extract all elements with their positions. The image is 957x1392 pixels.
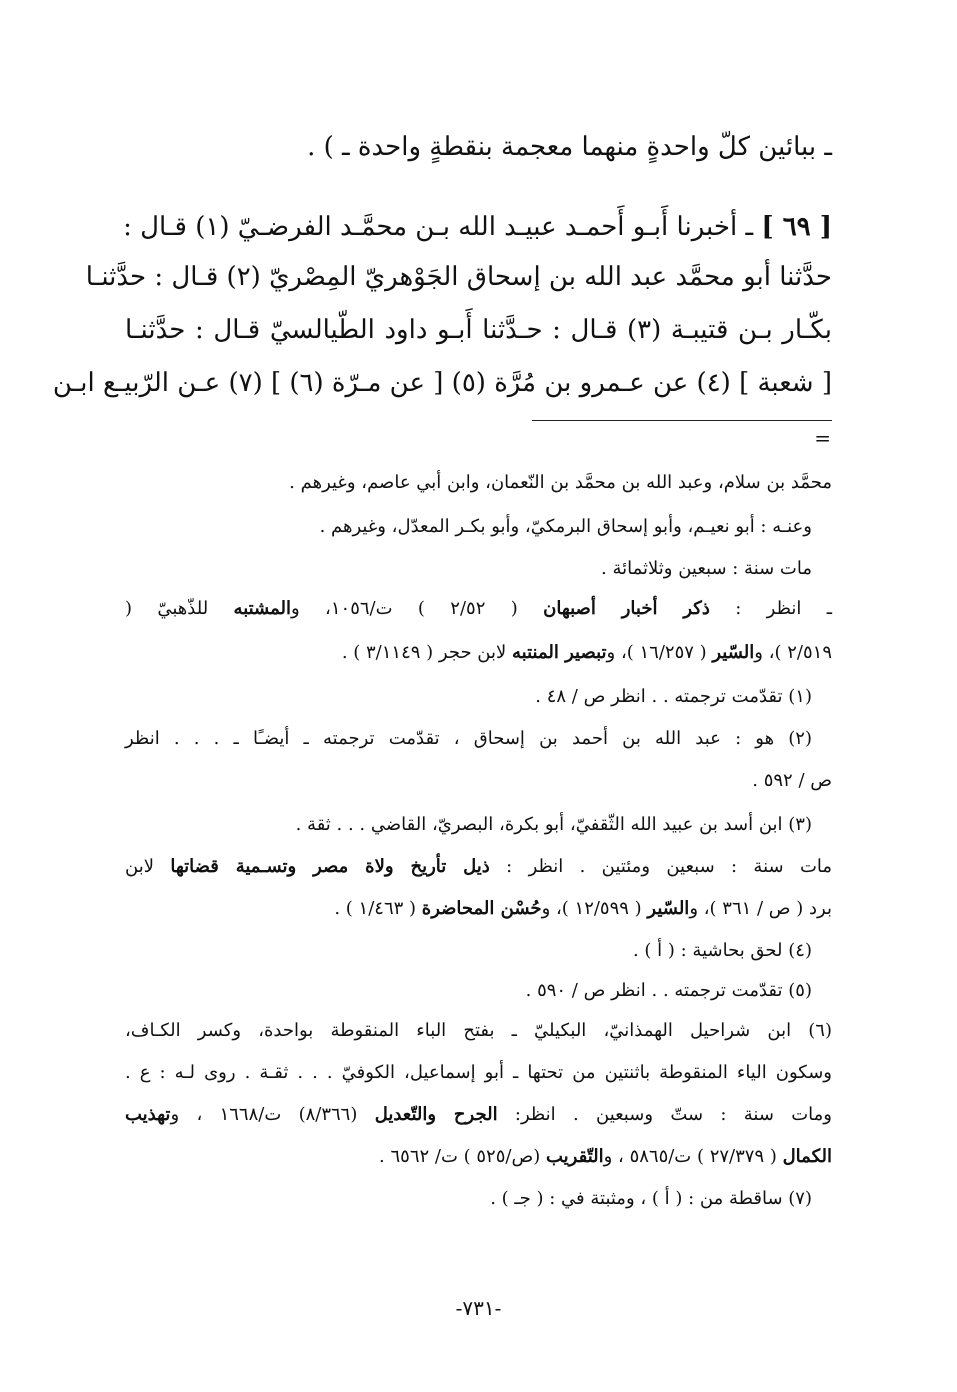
footnote-text: (١) تقدّمت ترجمته . . انظر ص / ٤٨ . [535,686,812,707]
footnote-text: (٨/٣٦٦) ت/١٦٦٨ ، و [170,1104,375,1125]
footnote-text: ( ١٦/٢٥٧ )، و [606,642,713,663]
footnote-text: ـ انظر : [709,598,832,619]
footnote-text: مات سنة : سبعين وثلاثمائة . [601,558,812,579]
footnote-text: (٤) لحق بحاشية : ( أ ) . [632,940,812,961]
entry-number: [ ٦٩ ] [761,212,832,242]
footnote-text: ومات سنة : ستّ وسبعين . انظر: [497,1104,832,1125]
footnote-source-title: السّير [647,898,690,919]
footnote-text: (٢) هو : عبد الله بن أحمد بن إسحاق ، تقدّمت ترجمته ـ أيضـًا ـ . . . انظر [125,728,812,749]
footnote-text: (٧) ساقطة من : ( أ ) ، ومثبتة في : ( جـ ) . [490,1188,812,1209]
text-line-2: حدَّثنا أبو محمَّد عبد الله بن إسحاق الجَوْهريّ المِصْريّ (٢) قـال : حدَّثنـا [85,262,832,292]
footnote-text: ( ١/٤٦٣ ) . [334,898,422,919]
footnote-source-title: المشتبه [233,598,292,619]
footnote-source-title: السّير [712,642,755,663]
text-line-4: [ شعبة ] (٤) عن عـمرو بن مُرَّة (٥) [ عن مـرّة (٦) ] (٧) عـن الرّبيـع ابـن [52,368,832,398]
footnote-text: (٣) ابن أسد بن عبيد الله الثّقفيّ، أبو بكرة، البصريّ، القاضي . . . ثقة . [295,814,812,835]
footnote-text: للذّهبيّ ( [125,598,234,619]
footnote-line [125,1020,832,1041]
footnote-text: ( ٢٧/٣٧٩ ) ت/٥٨٦٥ ، و [603,1146,783,1167]
footnote-line [125,814,812,835]
footnote-line [125,516,812,537]
footnote-line [125,1062,832,1083]
page-number: -٧٣١- [455,1296,502,1320]
footnote-line [125,770,832,791]
footnote-source-title: ذكر أخبار أصبهان [543,598,710,619]
footnote-line [125,686,812,707]
footnote-source-title: تهذيب [125,1104,171,1125]
footnote-text: ( ٢/٥٢ ) ت/١٠٥٦، و [291,598,544,619]
footnote-line [125,856,832,877]
footnote-line [125,472,832,493]
footnote-source-title: ذيل تأريخ ولاة مصر وتسـمية قضاتها [170,856,490,877]
footnote-line [125,728,812,749]
footnote-text: لابن [125,856,171,877]
footnote-line [125,558,812,579]
footnote-source-title: حُسْن المحاضرة [421,898,542,919]
footnote-text: وسكون الياء المنقوطة باثنتين من تحتها ـ أبو إسماعيل، الكوفيّ . . . ثقـة . روى لـه : ع . [125,1062,832,1083]
footnote-text: محمَّد بن سلام، وعبد الله بن محمَّد بن النّعمان، وابن أبي عاصم، وغيرهم . [289,472,832,493]
text-line-continuation: ـ ببائين كلّ واحدةٍ منهما معجمة بنقطةٍ واحدة ـ ) . [307,132,832,162]
footnote-text: ص / ٥٩٢ . [752,770,832,791]
footnote-line [125,980,812,1001]
footnote-line [125,1146,832,1167]
footnote-text: برد ( ص / ٣٦١ )، و [689,898,832,919]
footnote-line [125,598,832,619]
footnote-text: ٢/٥١٩ )، و [754,642,832,663]
text-line-3: بكّـار بـن قتيبـة (٣) قـال : حـدَّثنا أَبـو داود الطّيالسيّ قـال : حدَّثنـا [125,315,832,345]
footnote-text: ( ١٢/٥٩٩ )، و [541,898,648,919]
footnote-line [125,1188,812,1209]
entry-text: ـ أخبرنا أَبـو أَحمـد عبيـد الله بـن محمَّـد الفرضـيّ (١) قـال : [123,212,754,242]
footnote-line [125,940,812,961]
footnote-text: لابن حجر ( ٣/١١٤٩ ) . [341,642,512,663]
footnote-line [125,898,832,919]
footnote-line [125,642,832,663]
footnote-source-title: التّقريب [545,1146,604,1167]
footnote-divider [532,420,832,421]
footnote-text: (ص/٥٢٥ ) ت/ ٦٥٦٢ . [379,1146,546,1167]
text-line-entry-start [125,212,832,242]
footnote-text: (٦) ابن شراحيل الهمذانيّ، البكيليّ ـ بفتح الباء المنقوطة بواحدة، وكسر الكـاف، [125,1020,832,1041]
footnote-line [125,1104,832,1125]
footnote-source-title: الكمال [782,1146,832,1167]
continuation-mark: = [814,426,831,450]
footnote-source-title: تبصير المنتبه [512,642,607,663]
footnote-text: (٥) تقدّمت ترجمته . . انظر ص / ٥٩٠ . [525,980,812,1001]
footnote-text: مات سنة : سبعين ومئتين . انظر : [489,856,833,877]
footnote-source-title: الجرح والتّعديل [374,1104,498,1125]
footnote-text: وعنـه : أبو نعيـم، وأبو إسحاق البرمكيّ، وأبو بكـر المعدّل، وغيرهم . [319,516,812,537]
